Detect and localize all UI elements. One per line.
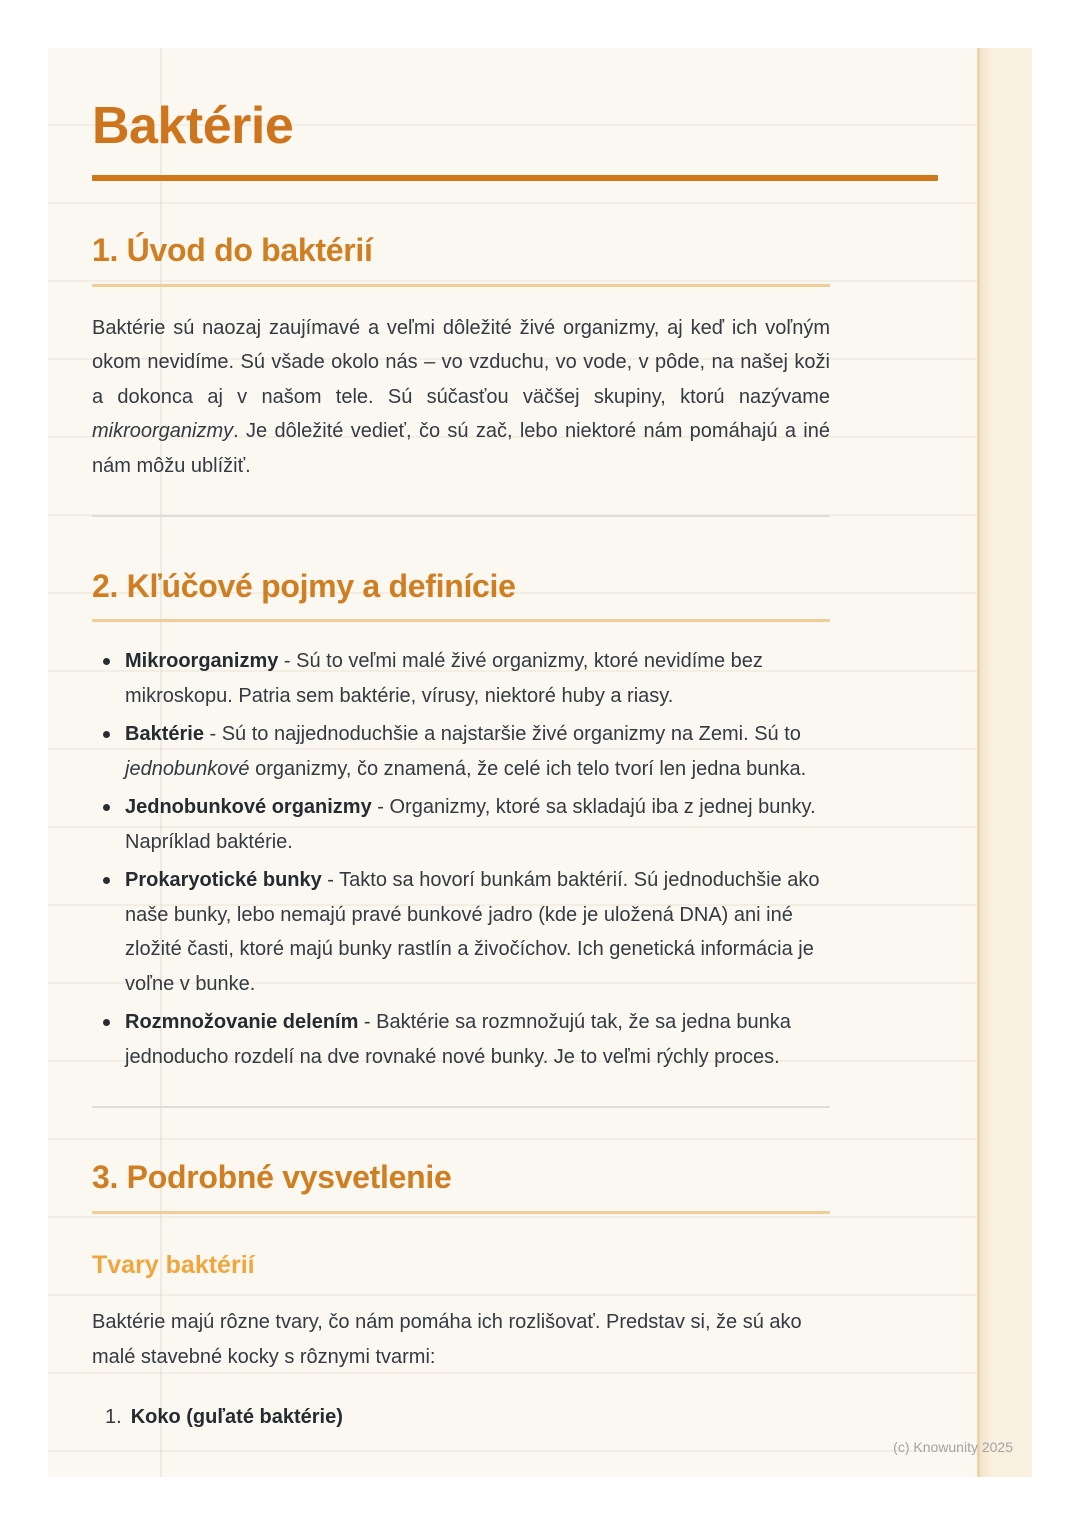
definition-text: - Takto sa hovorí bunkám baktérií. Sú jednoduchšie ako naše bunky, lebo nemajú pravé bunkové jadro (kde je uložená DNA) ani iné zložité časti, ktoré majú bunky rastlín a živočíchov. Ich genetická informácia je voľne v bunke. [125, 869, 820, 995]
section-1-rule [92, 284, 830, 287]
page-title: Baktérie [92, 97, 294, 155]
definition-term: Rozmnožovanie delením [125, 1011, 359, 1034]
section-definitions [92, 567, 988, 1074]
section-details [92, 1158, 988, 1432]
definition-italic-term: jednobunkové [125, 757, 250, 780]
definition-text: - Organizmy, ktoré sa skladajú iba z jednej bunky. Napríklad baktérie. [125, 796, 816, 853]
list-item [92, 1005, 830, 1074]
definition-term: Prokaryotické bunky [125, 869, 322, 892]
list-item [92, 790, 830, 859]
list-item-number: 1. [105, 1406, 122, 1429]
section-3-rule [92, 1211, 830, 1214]
section-divider [92, 1106, 830, 1108]
list-item [92, 717, 830, 786]
title-rule [92, 175, 938, 181]
section-intro [92, 231, 988, 483]
intro-text: Baktérie sú naozaj zaujímavé a veľmi dôležité živé organizmy, aj keď ich voľným okom nevidíme. Sú všade okolo nás – vo vzduchu, vo vode, v pôde, na našej koži a dokonca aj v našom tele. Sú súčasťou väčšej skupiny, ktorú nazývame [92, 316, 830, 408]
shapes-list [92, 1402, 830, 1432]
intro-text-after: . Je dôležité vedieť, čo sú zač, lebo niektoré nám pomáhajú a iné nám môžu ublížiť. [92, 420, 830, 477]
list-item [105, 1402, 830, 1432]
section-2-heading: 2. Kľúčové pojmy a definície [92, 568, 516, 605]
intro-paragraph [92, 311, 830, 484]
list-item-label: Koko (guľaté baktérie) [130, 1406, 343, 1429]
list-item [92, 863, 830, 1001]
definition-text-after: organizmy, čo znamená, že celé ich telo tvorí len jedna bunka. [249, 757, 807, 780]
definition-term: Mikroorganizmy [125, 650, 279, 673]
section-divider [92, 515, 830, 517]
definition-text: - Sú to najjednoduchšie a najstaršie živé organizmy na Zemi. Sú to [203, 723, 801, 746]
section-1-heading: 1. Úvod do baktérií [92, 232, 373, 269]
section-3-heading: 3. Podrobné vysvetlenie [92, 1159, 452, 1196]
section-2-rule [92, 619, 830, 622]
document-content [48, 48, 1032, 1432]
definition-term: Jednobunkové organizmy [125, 796, 372, 819]
details-paragraph: Baktérie majú rôzne tvary, čo nám pomáha ich rozlišovať. Predstav si, že sú ako malé stavebné kocky s rôznymi tvarmi: [92, 1311, 802, 1368]
definition-text: - Baktérie sa rozmnožujú tak, že sa jedna bunka jednoducho rozdelí na dve rovnaké nové bunky. Je to veľmi rýchly proces. [125, 1011, 791, 1068]
intro-italic-term: mikroorganizmy [92, 420, 234, 443]
subsection-heading: Tvary baktérií [92, 1250, 255, 1279]
definition-term: Baktérie [125, 723, 204, 746]
definitions-list [92, 644, 830, 1074]
document-page [48, 48, 1032, 1477]
copyright-footer: (c) Knowunity 2025 [893, 1439, 1013, 1455]
definition-text: - Sú to veľmi malé živé organizmy, ktoré nevidíme bez mikroskopu. Patria sem baktérie, vírusy, niektoré huby a riasy. [125, 650, 763, 707]
list-item [92, 644, 830, 713]
